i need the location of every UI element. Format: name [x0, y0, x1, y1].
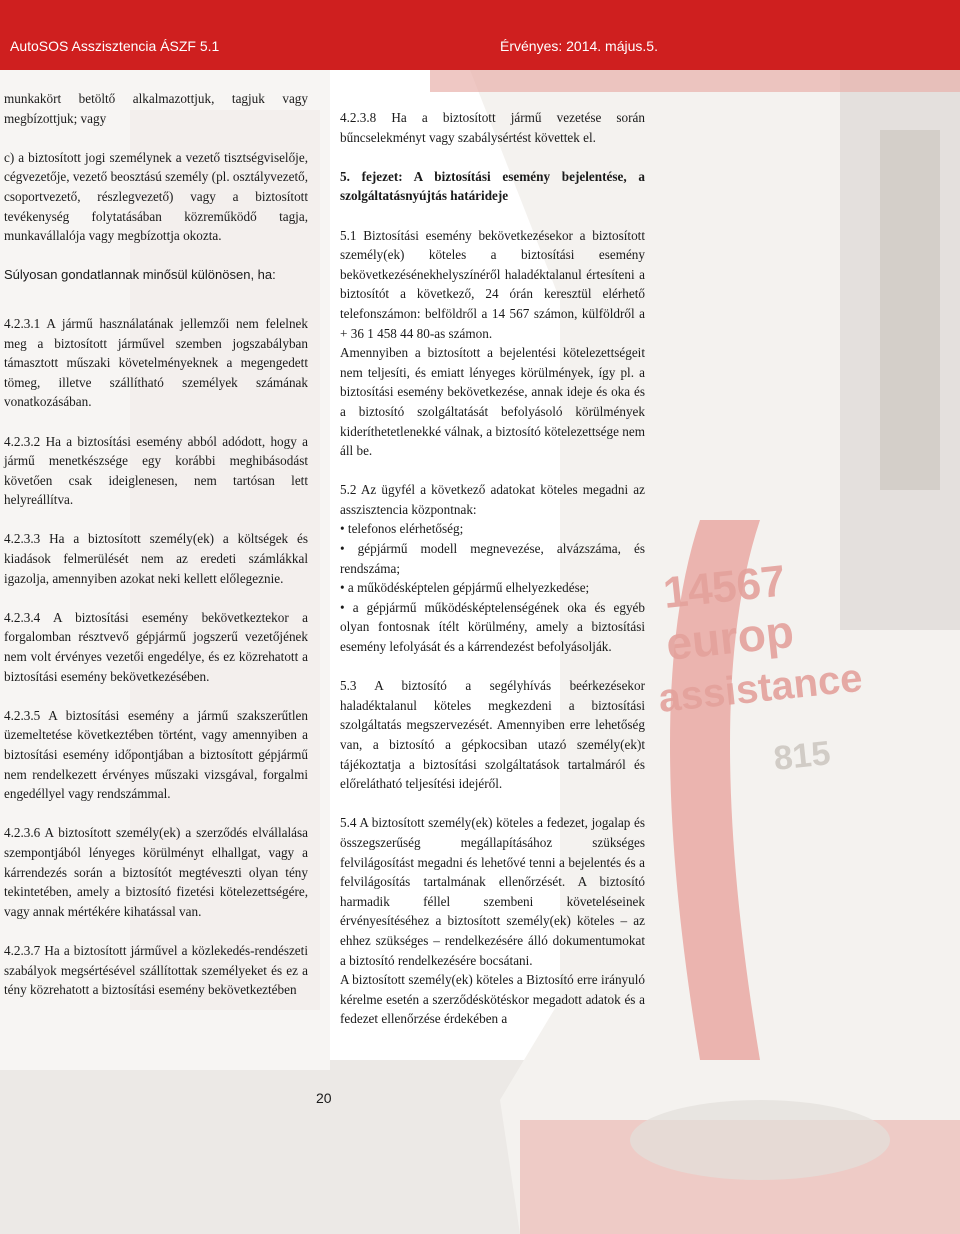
paragraph: c) a biztosított jogi személynek a vezető tisztségviselője, cégvezetője, vezető beosztású személy (pl. osztályvezető, csoportvezető, részlegvezető) vagy a biztosított tevékenység folytatásában közreműködő tagja, munkavállalója vagy megbízottja okozta.: [4, 149, 308, 244]
paragraph: Súlyosan gondatlannak minősül különösen, ha:: [4, 267, 276, 283]
background-logo-number: 14567: [660, 556, 788, 618]
left-column: [4, 89, 308, 1000]
clause-4-2-3-2: 4.2.3.2 Ha a biztosítási esemény abból adódott, hogy a jármű menetkészsége egy korábbi meghibásodást követően csak ideiglenesen, nem tartósan lett helyreállítva.: [4, 433, 308, 508]
paragraph: Amennyiben a biztosított a bejelentési kötelezettségeit nem teljesíti, és emiatt lényeges körülmények, így pl. a biztosítási esemény bekövetkezése, annak ideje és oka és a biztosító szolgáltatását befolyásoló körülmények kideríthetetlenekké válnak, a biztosító kötelezettsége nem áll be.: [340, 345, 645, 459]
chapter-heading: 5. fejezet: A biztosítási esemény bejelentése, a szolgáltatásnyújtás határideje: [340, 168, 645, 204]
list-item: • a gépjármű működésképtelenségének oka és egyéb olyan fontosnak ítélt körülmény, amely a biztosítási esemény lefolyását és a kárrendezést befolyásolják.: [340, 599, 645, 655]
page-number: 20: [316, 1090, 332, 1106]
clause-4-2-3-3: 4.2.3.3 Ha a biztosított személy(ek) a költségek és kiadások felmerülését nem az eredeti számlákkal igazolja, amennyiben azokat neki kellett előlegeznie.: [4, 531, 308, 586]
right-column: [340, 108, 645, 1029]
list-item: • a működésképtelen gépjármű elhelyezkedése;: [340, 580, 590, 596]
header-bar: [0, 0, 960, 70]
list-item: • gépjármű modell megnevezése, alvázszáma, és rendszáma;: [340, 541, 645, 576]
paragraph: munkakört betöltő alkalmazottjuk, tagjuk vagy megbízottjuk; vagy: [4, 91, 308, 126]
background-truck-number: 815: [771, 734, 833, 778]
paragraph: A biztosított személy(ek) köteles a Biztosító erre irányuló kérelme esetén a szerződéskötéskor megadott adatok és a fedezet ellenőrzése érdekében a: [340, 972, 645, 1027]
validity-date: Érvényes: 2014. május.5.: [500, 38, 658, 54]
clause-4-2-3-6: 4.2.3.6 A biztosított személy(ek) a szerződés elvállalása szempontjából lényeges körülményt elhallgat, vagy a kárrendezés során a biztosítót megtéveszti olyan tény tekintetében, amely a biztosító fizetési kötelezettségére, vagy annak mértékére kihatással van.: [4, 825, 308, 919]
clause-4-2-3-4: 4.2.3.4 A biztosítási esemény bekövetkeztekor a forgalomban résztvevő gépjármű jogszerű vezetőjének nem volt érvényes vezetői engedélye, és ez közrehatott a biztosítási esemény bekövetkezésében.: [4, 609, 308, 684]
document-title: AutoSOS Asszisztencia ÁSZF 5.1: [10, 38, 220, 54]
background-logo-assistance: assistance: [656, 655, 865, 721]
clause-5-2: 5.2 Az ügyfél a következő adatokat köteles megadni az asszisztencia központnak:: [340, 482, 645, 517]
clause-4-2-3-7: 4.2.3.7 Ha a biztosított járművel a közlekedés-rendészeti szabályok megsértésével szállítottak személyeket és ez a tény közrehatott a biztosítási esemény bekövetkeztében: [4, 942, 308, 998]
background-logo-europ: europ: [663, 604, 797, 670]
clause-5-4: 5.4 A biztosított személy(ek) köteles a fedezet, jogalap és összegszerűség megállapításához szükséges felvilágosítást megadni és lehetővé tenni a bejelentés és a felvilágosítás tartalmának ellenőrzését. A biztosító harmadik féllel szembeni követeléseinek érvényesítéséhez a biztosított személy(ek) köteles – az ehhez szükséges – rendelkezésére álló dokumentumokat a biztosító rendelkezésére bocsátani.: [340, 815, 645, 968]
clause-5-1: 5.1 Biztosítási esemény bekövetkezésekor a biztosított személy(ek) köteles a biztosítási esemény bekövetkezésénekhelyszínéről haladéktalanul értesíteni a biztosítót a következő, 24 órán keresztül elérhető telefonszámon: belföldről a 14 567 számon, külföldről a + 36 1 458 44 80-as számon.: [340, 227, 645, 341]
clause-5-3: 5.3 A biztosító a segélyhívás beérkezésekor haladéktalanul köteles megkezdeni a biztosítási szolgáltatás megszervezését. Amennyiben erre lehetőség van, a biztosító a gépkocsiban utazó személy(ek)t tájékoztatja a biztosítási szolgáltatások tartalmáról és előrelátható teljesítési idejéről.: [340, 678, 645, 792]
clause-4-2-3-1: 4.2.3.1 A jármű használatának jellemzői nem felelnek meg a biztosított járművel szemben jogszabályban támasztott műszaki követelményeknek a megengedett tömeg, illetve szállítható személyek számának vonatkozásában.: [4, 315, 308, 410]
clause-4-2-3-5: 4.2.3.5 A biztosítási esemény a jármű szakszerűtlen üzemeltetése következtében történt, vagy amennyiben a biztosítási esemény időpontjában a biztosított gépjármű nem rendelkezett érvényes műszaki vizsgával, forgalmi engedéllyel vagy rendszámmal.: [4, 707, 308, 802]
clause-4-2-3-8: 4.2.3.8 Ha a biztosított jármű vezetése során bűncselekményt vagy szabálysértést követtek el.: [340, 110, 645, 145]
list-item: • telefonos elérhetőség;: [340, 521, 464, 537]
